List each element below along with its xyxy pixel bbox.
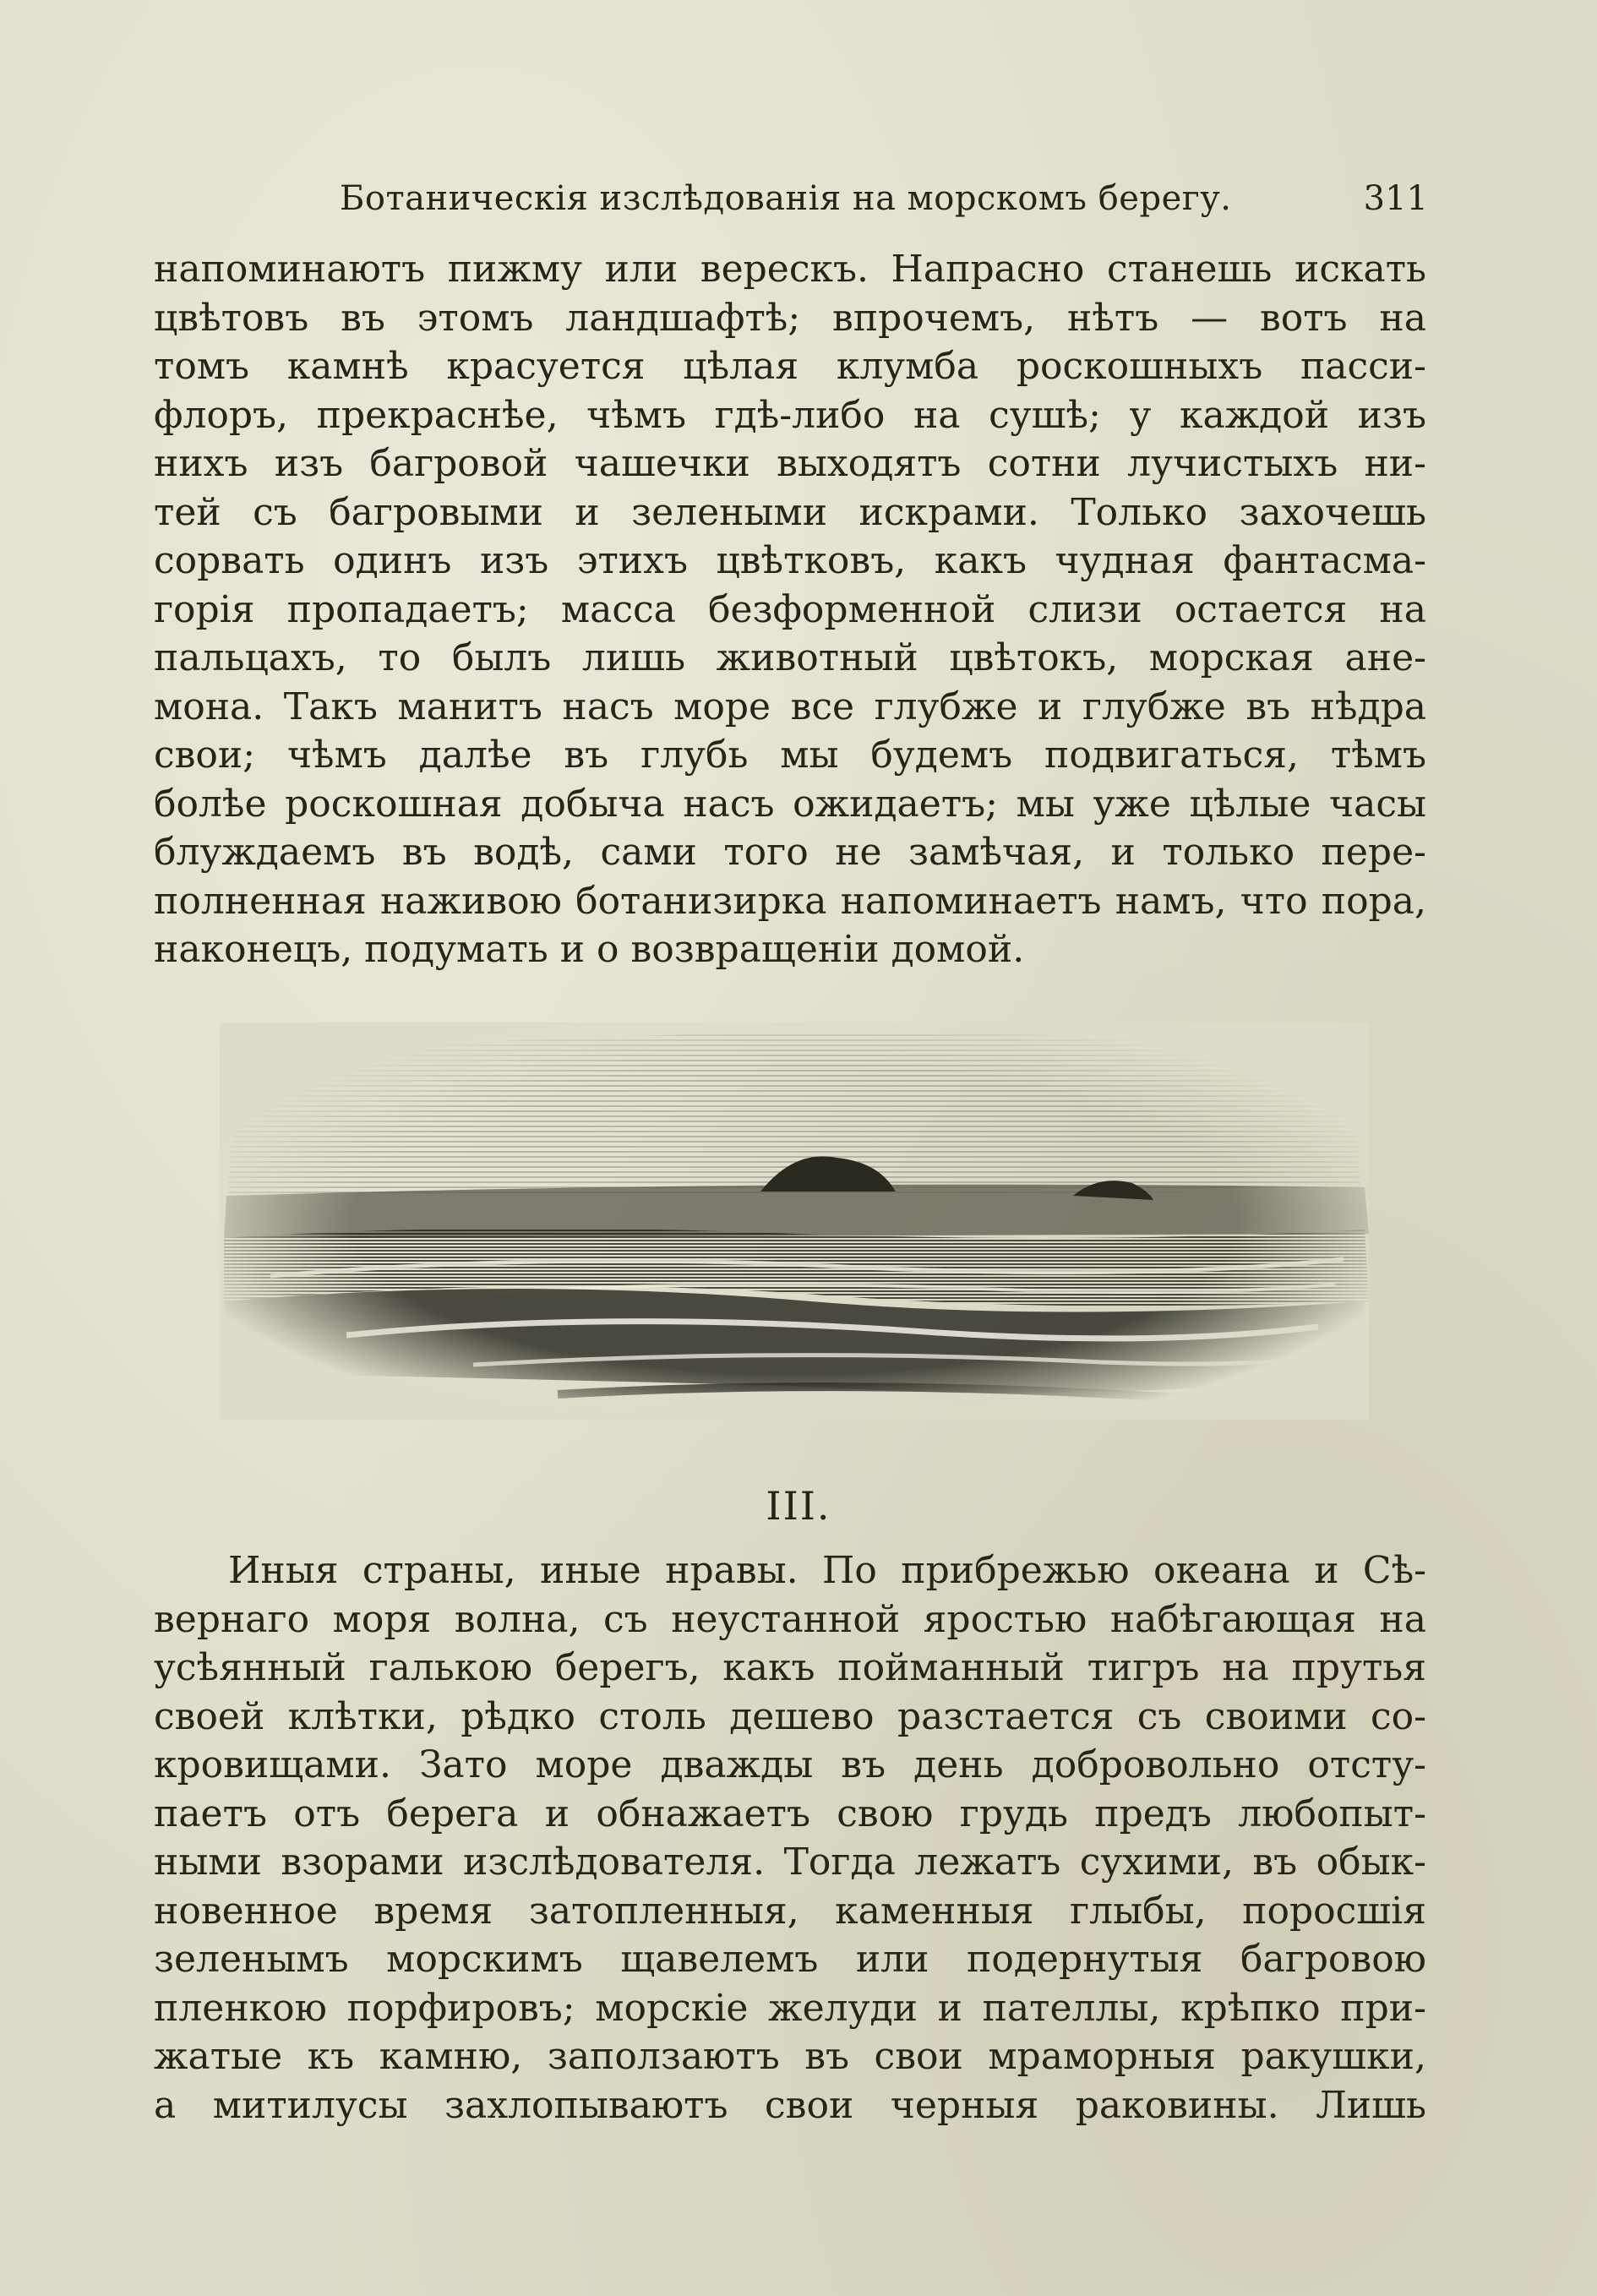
text-line: полненная наживою ботанизирка напоминаетъ намъ, что пора,	[154, 879, 1426, 923]
text-line: Иныя страны, иные нравы. По прибрежью океана и Сѣ-	[228, 1549, 1426, 1592]
text-line: зеленымъ морскимъ щавелемъ или подернутыя багровою	[154, 1938, 1426, 1981]
text-line: мона. Такъ манитъ насъ море все глубже и глубже въ нѣдра	[154, 684, 1426, 728]
text-line: блуждаемъ въ водѣ, сами того не замѣчая, и только пере-	[154, 831, 1426, 874]
top-paragraph	[154, 245, 1426, 974]
text-line: цвѣтовъ въ этомъ ландшафтѣ; впрочемъ, нѣтъ — вотъ на	[154, 296, 1426, 340]
text-line: жатые къ камню, заползаютъ въ свои мраморныя ракушки,	[154, 2035, 1426, 2078]
text-line: флоръ, прекраснѣе, чѣмъ гдѣ-либо на сушѣ; у каждой изъ	[154, 393, 1426, 437]
text-line: напоминаютъ пижму или верескъ. Напрасно станешь искать	[154, 248, 1426, 291]
text-line: ными взорами изслѣдователя. Тогда лежатъ сухими, въ обык-	[154, 1841, 1426, 1884]
text-line: новенное время затопленныя, каменныя глыбы, поросшія	[154, 1889, 1426, 1933]
text-line: а митилусы захлопываютъ свои черныя раковины. Лишь	[154, 2083, 1426, 2127]
text-line: вернаго моря волна, съ неустанной яростью набѣгающая на	[154, 1597, 1426, 1641]
text-line: пальцахъ, то былъ лишь животный цвѣтокъ, морская ане-	[154, 636, 1426, 679]
text-line: сорвать одинъ изъ этихъ цвѣтковъ, какъ чудная фантасма-	[154, 539, 1426, 582]
seascape-engraving-icon	[220, 1023, 1369, 1420]
text-line: паетъ отъ берега и обнажаетъ свою грудь предъ любопыт-	[154, 1792, 1426, 1835]
text-line: горія пропадаетъ; масса безформенной слизи остается на	[154, 587, 1426, 631]
text-line: томъ камнѣ красуется цѣлая клумба роскошныхъ пасси-	[154, 345, 1426, 388]
page-number: 311	[1363, 179, 1428, 218]
bottom-paragraph	[154, 1546, 1426, 2130]
text-line: усѣянный галькою берегъ, какъ пойманный тигръ на прутья	[154, 1646, 1426, 1689]
text-line: своей клѣтки, рѣдко столь дешево разстается съ своими со-	[154, 1694, 1426, 1738]
running-header-title: Ботаническія изслѣдованія на морскомъ берегу.	[340, 179, 1232, 218]
text-line: тей съ багровыми и зелеными искрами. Только захочешь	[154, 490, 1426, 534]
text-line: болѣе роскошная добыча насъ ожидаетъ; мы уже цѣлые часы	[154, 782, 1426, 826]
text-line: свои; чѣмъ далѣе въ глубь мы будемъ подвигаться, тѣмъ	[154, 734, 1426, 777]
section-heading: III.	[766, 1483, 831, 1529]
text-line-last: наконецъ, подумать и о возвращеніи домой.	[154, 928, 1025, 971]
text-line: пленкою порфировъ; морскіе желуди и пателлы, крѣпко при-	[154, 1986, 1426, 2030]
running-header	[161, 179, 1428, 230]
text-line: кровищами. Зато море дважды въ день добровольно отсту-	[154, 1743, 1426, 1786]
text-line: нихъ изъ багровой чашечки выходятъ сотни лучистыхъ ни-	[154, 442, 1426, 485]
